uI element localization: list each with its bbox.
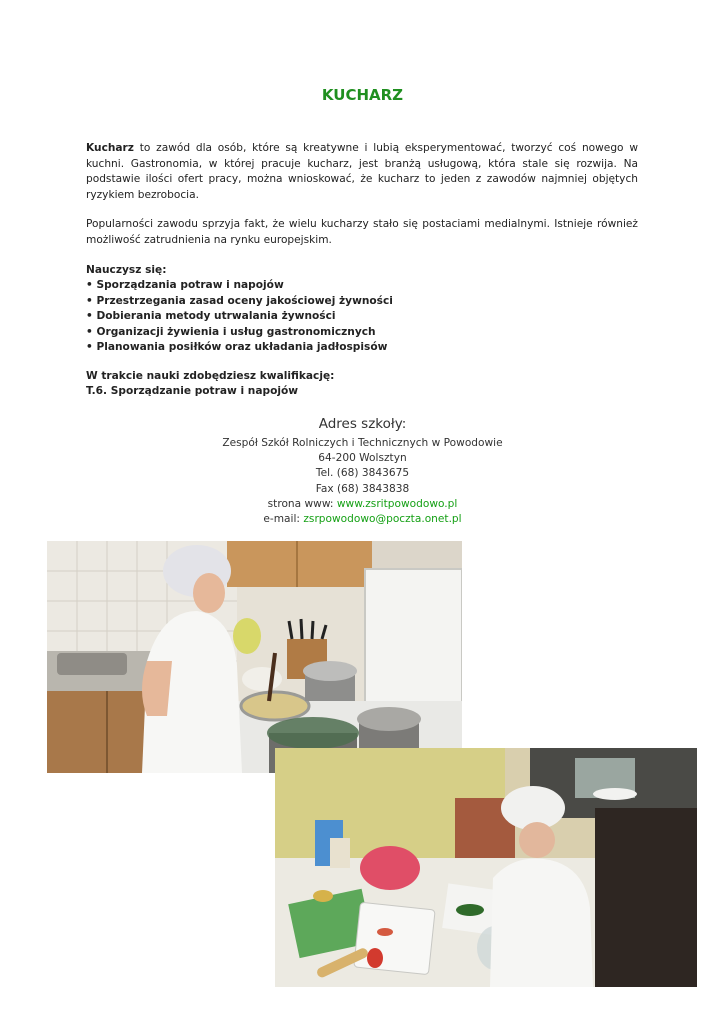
- email-label: e-mail:: [263, 513, 304, 526]
- page-title: KUCHARZ: [321, 86, 404, 104]
- website-link[interactable]: www.zsritpowodowo.pl: [336, 497, 458, 510]
- popularity-paragraph: Popularności zawodu sprzyja fakt, że wielu kucharzy stało się postaciami medialnymi. Istnieje również możliwość zatrudnienia na rynku europejskim.: [86, 218, 638, 246]
- school-address: [0, 414, 725, 527]
- address-heading: Adres szkoły:: [318, 416, 407, 432]
- learn-item: • Przestrzegania zasad oceny jakościowej żywności: [86, 294, 393, 307]
- intro-bold-word: Kucharz: [86, 142, 134, 154]
- learn-item: • Planowania posiłków oraz układania jadłospisów: [86, 341, 388, 354]
- qualification-section: [86, 369, 646, 400]
- intro-text: to zawód dla osób, które są kreatywne i lubią eksperymentować, tworzyć coś nowego w kuchni. Gastronomia, w której pracuje kucharz, jest branżą usługową, która stale się rozwija. Na podstawie ilości ofert pracy, można wnioskować, że kucharz to jeden z zawodów najmniej objętych ryzykiem bezrobocia.: [86, 142, 638, 201]
- learn-heading: Nauczysz się:: [86, 264, 167, 276]
- kitchen-photo-chopping: [275, 748, 697, 987]
- email-line: [0, 512, 725, 527]
- learn-item: • Organizacji żywienia i usług gastronomicznych: [86, 325, 376, 338]
- website-label: strona www:: [267, 497, 337, 510]
- kitchen-photo-stove: [47, 541, 462, 773]
- fax: Fax (68) 3843838: [315, 482, 410, 495]
- telephone: Tel. (68) 3843675: [315, 467, 410, 480]
- learn-item: • Sporządzania potraw i napojów: [86, 279, 284, 292]
- intro-paragraph: [86, 141, 638, 203]
- learn-item: • Dobierania metody utrwalania żywności: [86, 310, 336, 323]
- postal-code: 64-200 Wolsztyn: [318, 452, 407, 465]
- qualification-heading: W trakcie nauki zdobędziesz kwalifikację:: [86, 370, 335, 382]
- website-line: [0, 497, 725, 512]
- learn-section: [86, 263, 646, 355]
- school-name: Zespół Szkół Rolniczych i Technicznych w Powodowie: [222, 437, 503, 449]
- email-link[interactable]: zsrpowodowo@poczta.onet.pl: [303, 513, 462, 526]
- qualification-item: T.6. Sporządzanie potraw i napojów: [86, 385, 299, 398]
